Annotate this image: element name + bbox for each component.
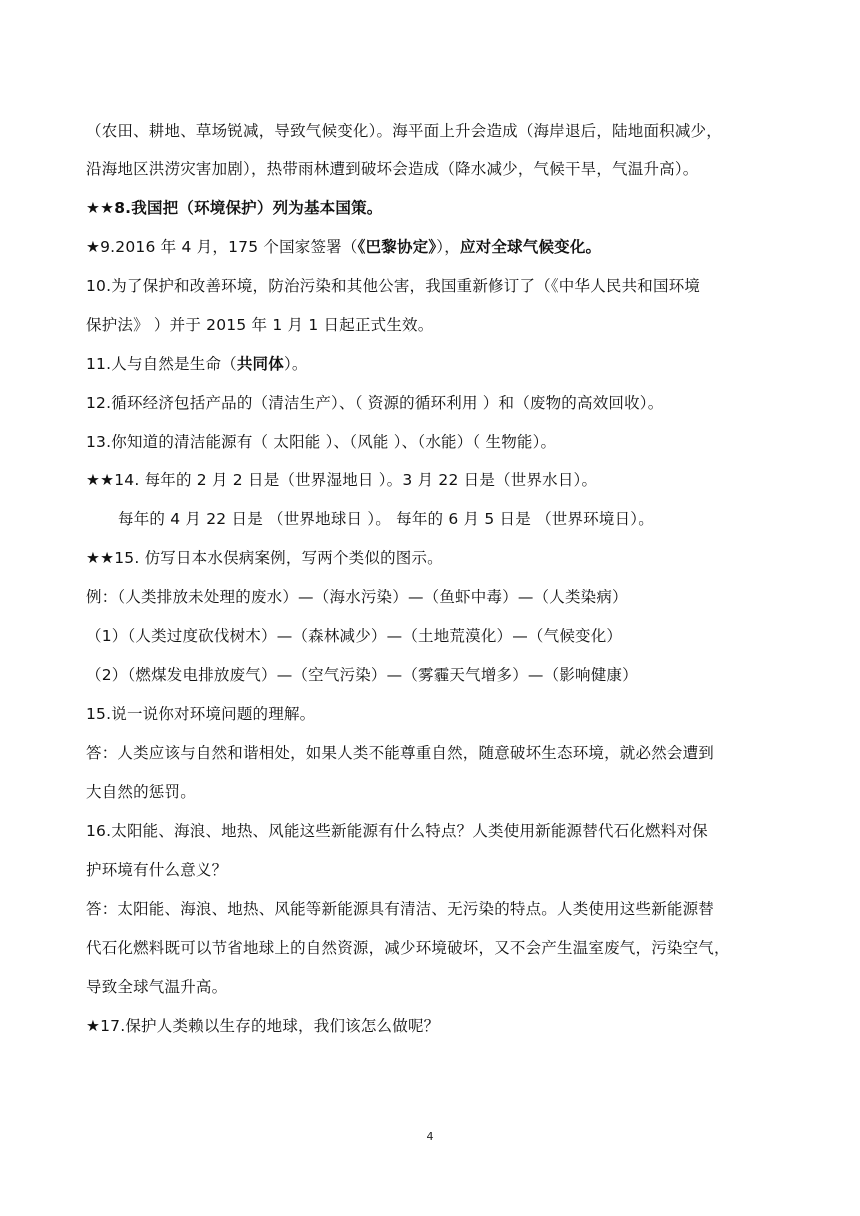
question-11-text: 11.人与自然是生命（ (86, 355, 237, 373)
answer-16: 答：太阳能、海浪、地热、风能等新能源具有清洁、无污染的特点。人类使用这些新能源替 (86, 900, 715, 918)
question-9-text-close: ）， (436, 238, 460, 256)
text-line: （农田、耕地、草场锐减，导致气候变化）。海平面上升会造成（海岸退后，陆地面积减少， (86, 122, 722, 140)
question-15b: 15.说一说你对环境问题的理解。 (86, 705, 316, 723)
question-8: ★★8.我国把（环境保护）列为基本国策。 (86, 199, 383, 217)
question-11 (86, 354, 800, 374)
paris-agreement: 《巴黎协定》 (357, 238, 437, 256)
question-10: 10.为了保护和改善环境，防治污染和其他公害，我国重新修订了（《中华人民共和国环境 (86, 277, 701, 295)
question-14-cont: 每年的 4 月 22 日是 （世界地球日 ）。 每年的 6 月 5 日是 （世界环境日）。 (118, 510, 654, 528)
question-12: 12.循环经济包括产品的（清洁生产）、（ 资源的循环利用 ）和（废物的高效回收）。 (86, 394, 664, 412)
text-line: 代石化燃料既可以节省地球上的自然资源，减少环境破坏，又不会产生温室废气，污染空气， (86, 939, 730, 957)
answer-line-2: （2）（燃煤发电排放废气）—（空气污染）—（雾霾天气增多）—（影响健康） (86, 666, 638, 684)
page-number: 4 (426, 1130, 434, 1143)
question-17: ★17.保护人类赖以生存的地球，我们该怎么做呢？ (86, 1017, 440, 1035)
question-11-close: ）。 (283, 355, 308, 373)
text-line: 保护法》 ）并于 2015 年 1 月 1 日起正式生效。 (86, 316, 434, 334)
question-9-emphasis: 应对全球气候变化。 (459, 238, 602, 256)
community-answer: 共同体 (236, 355, 284, 373)
answer-15b: 答：人类应该与自然和谐相处，如果人类不能尊重自然，随意破坏生态环境，就必然会遭到 (86, 744, 715, 762)
text-line: 护环境有什么意义？ (86, 861, 228, 879)
text-line: 沿海地区洪涝灾害加剧），热带雨林遭到破坏会造成（降水减少，气候干旱，气温升高）。 (86, 160, 699, 178)
text-line: 大自然的惩罚。 (86, 783, 196, 801)
example-line: 例：（人类排放未处理的废水）—（海水污染）—（鱼虾中毒）—（人类染病） (86, 588, 628, 606)
question-9-text: ★9.2016 年 4 月，175 个国家签署（ (86, 238, 358, 256)
question-13: 13.你知道的清洁能源有（ 太阳能 ）、（风能 ）、（水能）（ 生物能）。 (86, 433, 557, 451)
question-9 (86, 237, 800, 257)
answer-line-1: （1）（人类过度砍伐树木）—（森林减少）—（土地荒漠化）—（气候变化） (86, 627, 623, 645)
text-line: 导致全球气温升高。 (86, 978, 228, 996)
question-16: 16.太阳能、海浪、地热、风能这些新能源有什么特点？人类使用新能源替代石化燃料对保 (86, 822, 708, 840)
question-15: ★★15. 仿写日本水俣病案例，写两个类似的图示。 (86, 549, 443, 567)
question-14: ★★14. 每年的 2 月 2 日是（世界湿地日 ）。3 月 22 日是（世界水日）。 (86, 471, 598, 489)
